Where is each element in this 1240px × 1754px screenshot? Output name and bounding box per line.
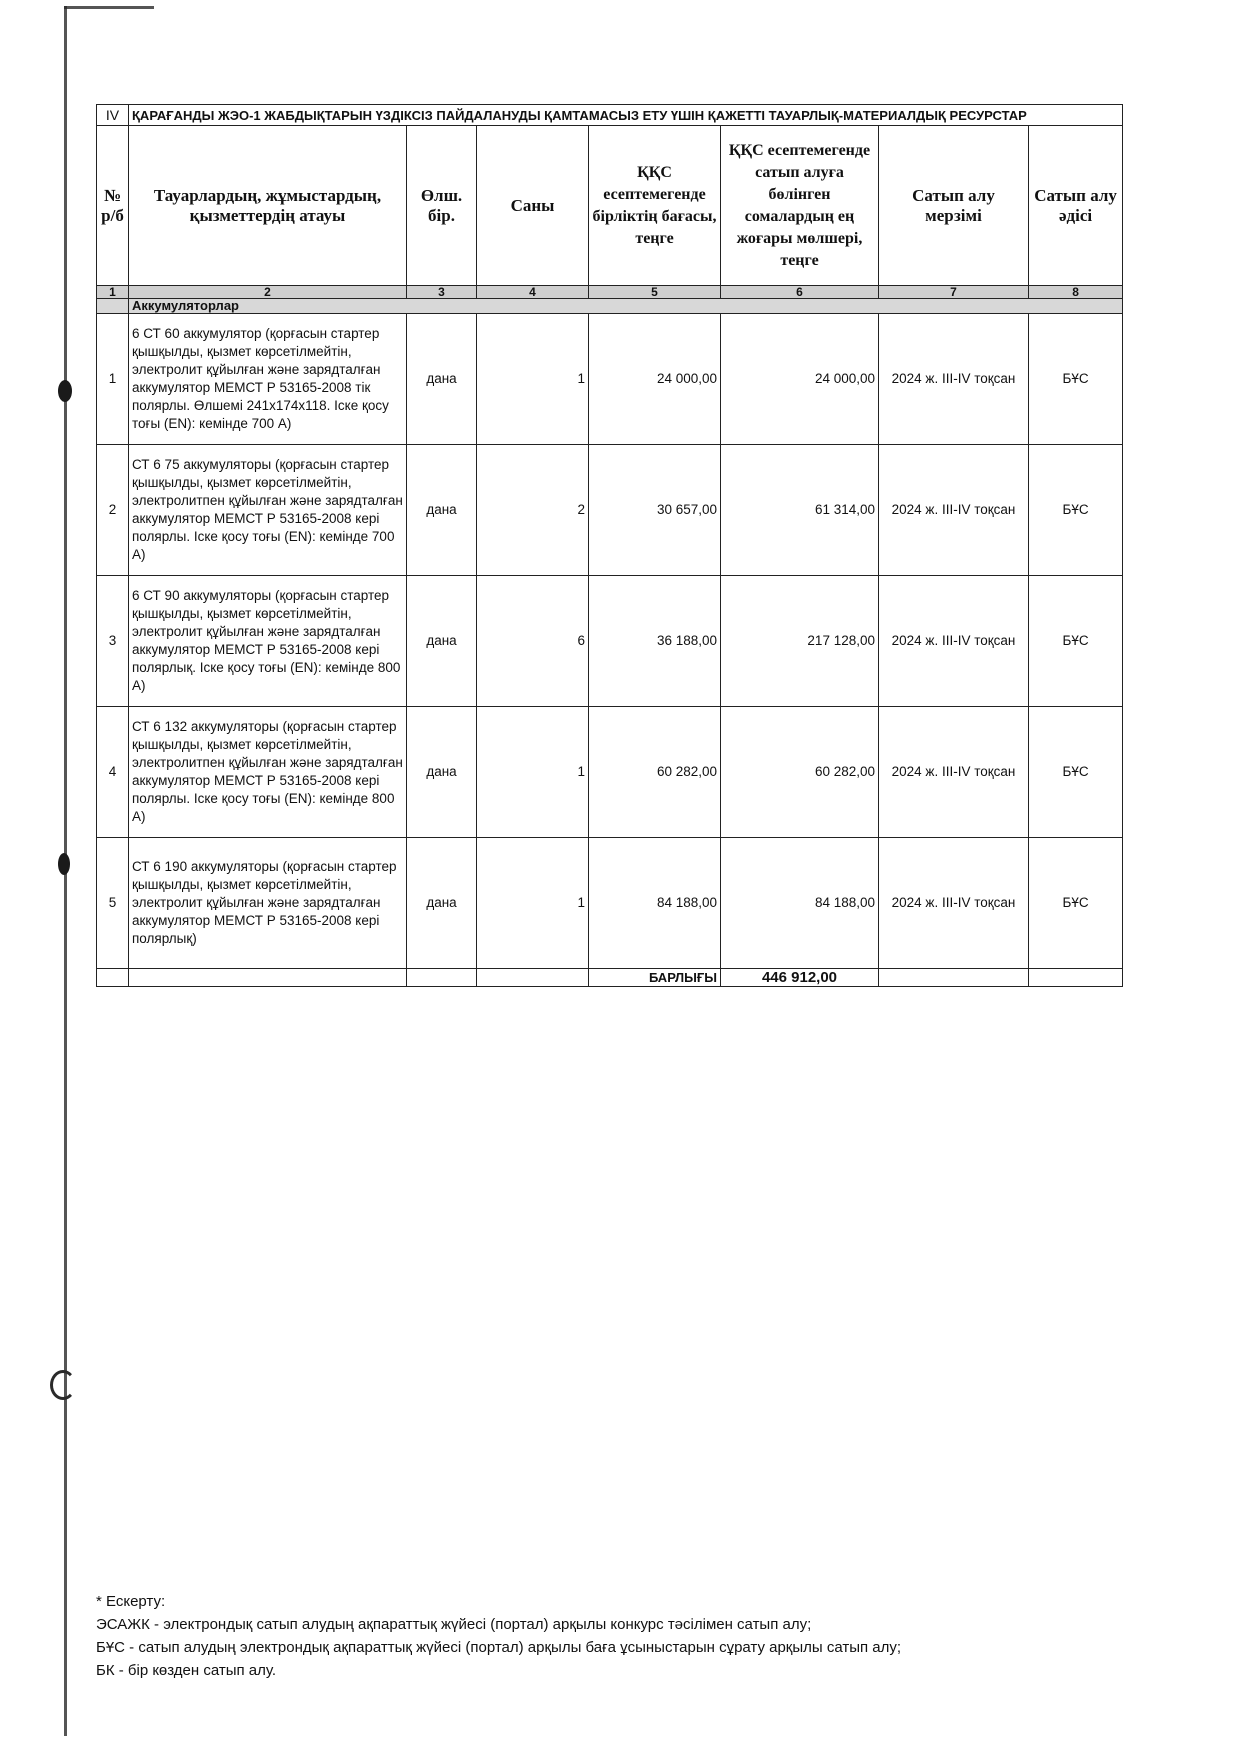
column-number: 3 [407,286,477,299]
punch-hole-mark [58,380,72,402]
punch-hole-ring [50,1370,76,1400]
item-name: СТ 6 75 аккумуляторы (қорғасын стартер қышқылды, қызмет көрсетілмейтін, электролитпен құйылған және зарядталған аккумулятор МЕМСТ Р 53165-2008 кері полярлы. Іске қосу тоғы (EN): кемінде 700 А) [129,445,407,576]
item-unit: дана [407,707,477,838]
header-max-sum: ҚҚС есептемегенде сатып алуға бөлінген сомалардың ең жоғары мөлшері, теңге [721,126,879,286]
row-number: 3 [97,576,129,707]
item-method: БҰС [1029,707,1123,838]
total-label: БАРЛЫҒЫ [589,969,721,987]
column-number: 8 [1029,286,1123,299]
item-price: 36 188,00 [589,576,721,707]
item-method: БҰС [1029,838,1123,969]
table-row [97,445,1123,576]
column-number: 4 [477,286,589,299]
group-label: Аккумуляторлар [129,299,1123,314]
item-period: 2024 ж. III-IV тоқсан [879,445,1029,576]
scan-edge-top [64,6,154,9]
row-number: 2 [97,445,129,576]
item-period: 2024 ж. III-IV тоқсан [879,314,1029,445]
item-sum: 61 314,00 [721,445,879,576]
item-name: 6 СТ 60 аккумулятор (қорғасын стартер қышқылды, қызмет көрсетілмейтін, электролит құйылған және зарядталған аккумулятор МЕМСТ Р 53165-2008 тік полярлы. Өлшемі 241х174х118. Іске қосу тоғы (EN): кемінде 700 А) [129,314,407,445]
header-name: Тауарлардың, жұмыстардың, қызметтердің атауы [129,126,407,286]
footnote-title: * Ескерту: [96,1593,166,1610]
item-period: 2024 ж. III-IV тоқсан [879,707,1029,838]
item-sum: 217 128,00 [721,576,879,707]
item-sum: 84 188,00 [721,838,879,969]
section-number: IV [97,105,129,126]
item-name: СТ 6 190 аккумуляторы (қорғасын стартер қышқылды, қызмет көрсетілмейтін, электролит құйылған және зарядталған аккумулятор МЕМСТ Р 53165-2008 кері полярлық) [129,838,407,969]
column-number: 7 [879,286,1029,299]
row-number: 1 [97,314,129,445]
table-row [97,838,1123,969]
item-method: БҰС [1029,576,1123,707]
item-sum: 24 000,00 [721,314,879,445]
column-number: 2 [129,286,407,299]
item-unit: дана [407,838,477,969]
row-number: 4 [97,707,129,838]
item-qty: 6 [477,576,589,707]
header-row [97,126,1123,286]
item-price: 60 282,00 [589,707,721,838]
column-number: 1 [97,286,129,299]
group-row [97,299,1123,314]
section-row [97,105,1123,126]
item-method: БҰС [1029,445,1123,576]
item-period: 2024 ж. III-IV тоқсан [879,838,1029,969]
item-price: 30 657,00 [589,445,721,576]
item-name: 6 СТ 90 аккумуляторы (қорғасын стартер қышқылды, қызмет көрсетілмейтін, электролит құйылған және зарядталған аккумулятор МЕМСТ Р 53165-2008 кері полярлық. Іске қосу тоғы (EN): кемінде 800 А) [129,576,407,707]
item-period: 2024 ж. III-IV тоқсан [879,576,1029,707]
item-method: БҰС [1029,314,1123,445]
total-row [97,969,1123,987]
footnote-line: БҰС - сатып алудың электрондық ақпараттық жүйесі (портал) арқылы баға ұсыныстарын сұрату арқылы сатып алу; [96,1639,902,1656]
item-unit: дана [407,576,477,707]
header-price: ҚҚС есептемегенде бірліктің бағасы, теңге [589,126,721,286]
row-number: 5 [97,838,129,969]
column-number: 5 [589,286,721,299]
table-row [97,314,1123,445]
column-number-row [97,286,1123,299]
header-qty: Саны [477,126,589,286]
item-price: 84 188,00 [589,838,721,969]
section-title: ҚАРАҒАНДЫ ЖЭО-1 ЖАБДЫҚТАРЫН ҮЗДІКСІЗ ПАЙДАЛАНУДЫ ҚАМТАМАСЫЗ ЕТУ ҮШІН ҚАЖЕТТІ ТАУАРЛЫҚ-МАТЕРИАЛДЫҚ РЕСУРСТАР [129,105,1123,126]
item-qty: 1 [477,838,589,969]
footnote-line: ЭСАЖК - электрондық сатып алудың ақпараттық жүйесі (портал) арқылы конкурс тәсілімен сатып алу; [96,1616,812,1633]
table-row [97,707,1123,838]
item-qty: 2 [477,445,589,576]
item-price: 24 000,00 [589,314,721,445]
column-number: 6 [721,286,879,299]
header-unit: Өлш. бір. [407,126,477,286]
footnote-line: БК - бір көзден сатып алу. [96,1662,277,1679]
header-period: Сатып алу мерзімі [879,126,1029,286]
item-sum: 60 282,00 [721,707,879,838]
footnotes [96,1590,1156,1682]
item-unit: дана [407,314,477,445]
item-qty: 1 [477,314,589,445]
header-num: № р/б [97,126,129,286]
table-row [97,576,1123,707]
resources-table [96,104,1123,987]
item-unit: дана [407,445,477,576]
total-value: 446 912,00 [721,969,879,987]
header-method: Сатып алу әдісі [1029,126,1123,286]
item-name: СТ 6 132 аккумуляторы (қорғасын стартер қышқылды, қызмет көрсетілмейтін, электролитпен құйылған және зарядталған аккумулятор МЕМСТ Р 53165-2008 кері полярлы. Іске қосу тоғы (EN): кемінде 800 А) [129,707,407,838]
item-qty: 1 [477,707,589,838]
punch-hole-mark [58,853,70,875]
